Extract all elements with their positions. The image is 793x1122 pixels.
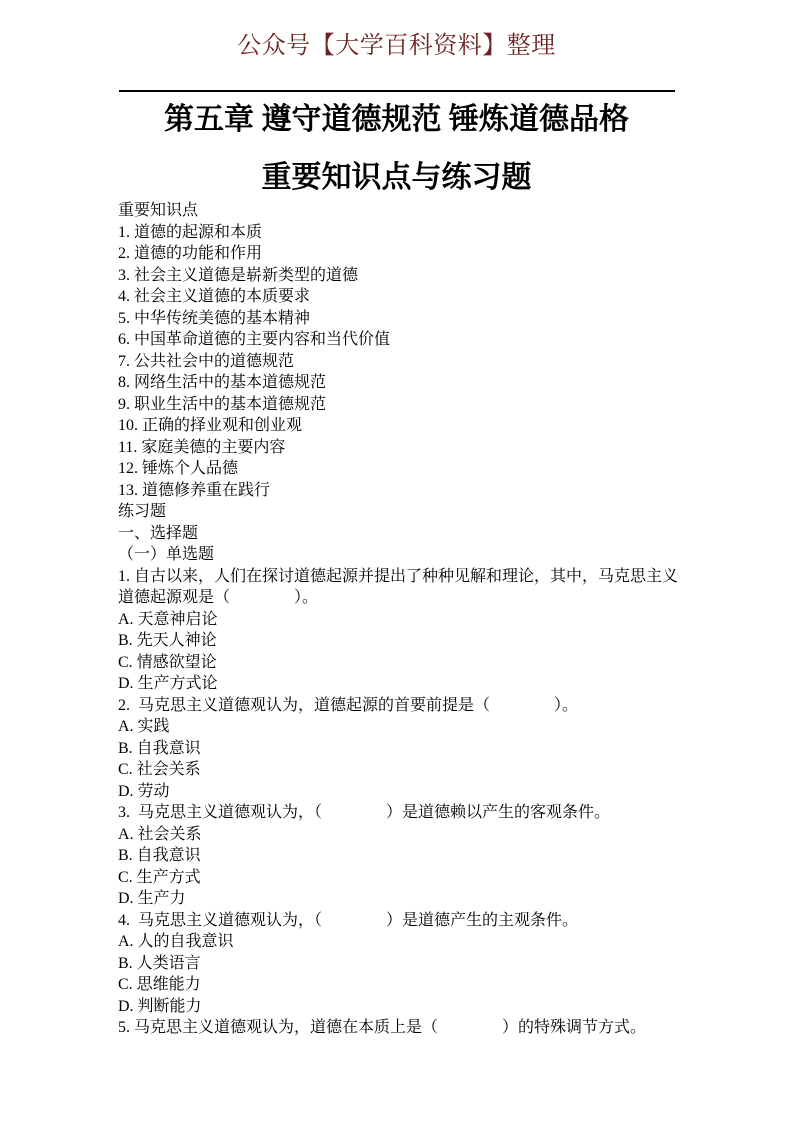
header-divider: [119, 90, 675, 92]
knowledge-point-item-9: 9. 职业生活中的基本道德规范: [118, 395, 327, 413]
question-3-option-d: D. 生产力: [118, 890, 186, 907]
question-2-text: 2. 马克思主义道德观认为，道德起源的首要前提是（ ）。: [118, 696, 579, 714]
knowledge-point-item-6: 6. 中国革命道德的主要内容和当代价值: [118, 331, 391, 348]
question-2-option-b: B. 自我意识: [118, 739, 201, 757]
exercises-heading: 练习题: [118, 503, 167, 520]
question-4-option-d: D. 判断能力: [118, 997, 202, 1015]
question-3-option-b: B. 自我意识: [118, 847, 201, 864]
question-3-option-c: C. 生产方式: [118, 868, 201, 886]
question-3-option-a: A. 社会关系: [118, 825, 202, 843]
section-heading-choice-questions: 一、选择题: [118, 524, 199, 542]
watermark-header: 公众号【大学百科资料】整理: [237, 33, 556, 59]
question-1-option-a: A. 天意神启论: [118, 610, 218, 628]
question-4-option-b: B. 人类语言: [118, 954, 201, 972]
knowledge-point-item-2: 2. 道德的功能和作用: [118, 245, 263, 262]
question-1-option-d: D. 生产方式论: [118, 675, 218, 692]
knowledge-points-heading: 重要知识点: [118, 202, 199, 219]
knowledge-point-item-8: 8. 网络生活中的基本道德规范: [118, 374, 327, 391]
chapter-title: 第五章 遵守道德规范 锤炼道德品格: [164, 103, 629, 136]
knowledge-point-item-5: 5. 中华传统美德的基本精神: [118, 309, 311, 327]
question-4-option-c: C. 思维能力: [118, 976, 201, 993]
question-1-option-b: B. 先天人神论: [118, 632, 217, 649]
question-1-text-continued: 道德起源观是（ ）。: [118, 589, 319, 606]
subsection-heading-single-choice: （一）单选题: [118, 546, 215, 563]
question-1-option-c: C. 情感欲望论: [118, 653, 217, 671]
knowledge-point-item-3: 3. 社会主义道德是崭新类型的道德: [118, 266, 359, 284]
question-2-option-c: C. 社会关系: [118, 761, 201, 778]
question-5-text: 5. 马克思主义道德观认为，道德在本质上是（ ）的特殊调节方式。: [118, 1019, 647, 1036]
page-subtitle: 重要知识点与练习题: [261, 161, 532, 194]
knowledge-point-item-13: 13. 道德修养重在践行: [118, 481, 271, 499]
knowledge-point-item-11: 11. 家庭美德的主要内容: [118, 438, 286, 456]
knowledge-point-item-4: 4. 社会主义道德的本质要求: [118, 288, 311, 305]
knowledge-point-item-10: 10. 正确的择业观和创业观: [118, 417, 303, 434]
question-4-text: 4. 马克思主义道德观认为，（ ）是道德产生的主观条件。: [118, 911, 579, 929]
knowledge-point-item-12: 12. 锤炼个人品德: [118, 460, 239, 477]
knowledge-point-item-7: 7. 公共社会中的道德规范: [118, 352, 295, 370]
question-1-text: 1. 自古以来，人们在探讨道德起源并提出了种种见解和理论，其中，马克思主义: [118, 567, 679, 585]
question-2-option-d: D. 劳动: [118, 782, 170, 800]
question-2-option-a: A. 实践: [118, 718, 170, 735]
knowledge-point-item-1: 1. 道德的起源和本质: [118, 223, 263, 241]
document-body: [0, 200, 793, 1039]
question-3-text: 3. 马克思主义道德观认为，（ ）是道德赖以产生的客观条件。: [118, 804, 611, 821]
question-4-option-a: A. 人的自我意识: [118, 933, 234, 950]
